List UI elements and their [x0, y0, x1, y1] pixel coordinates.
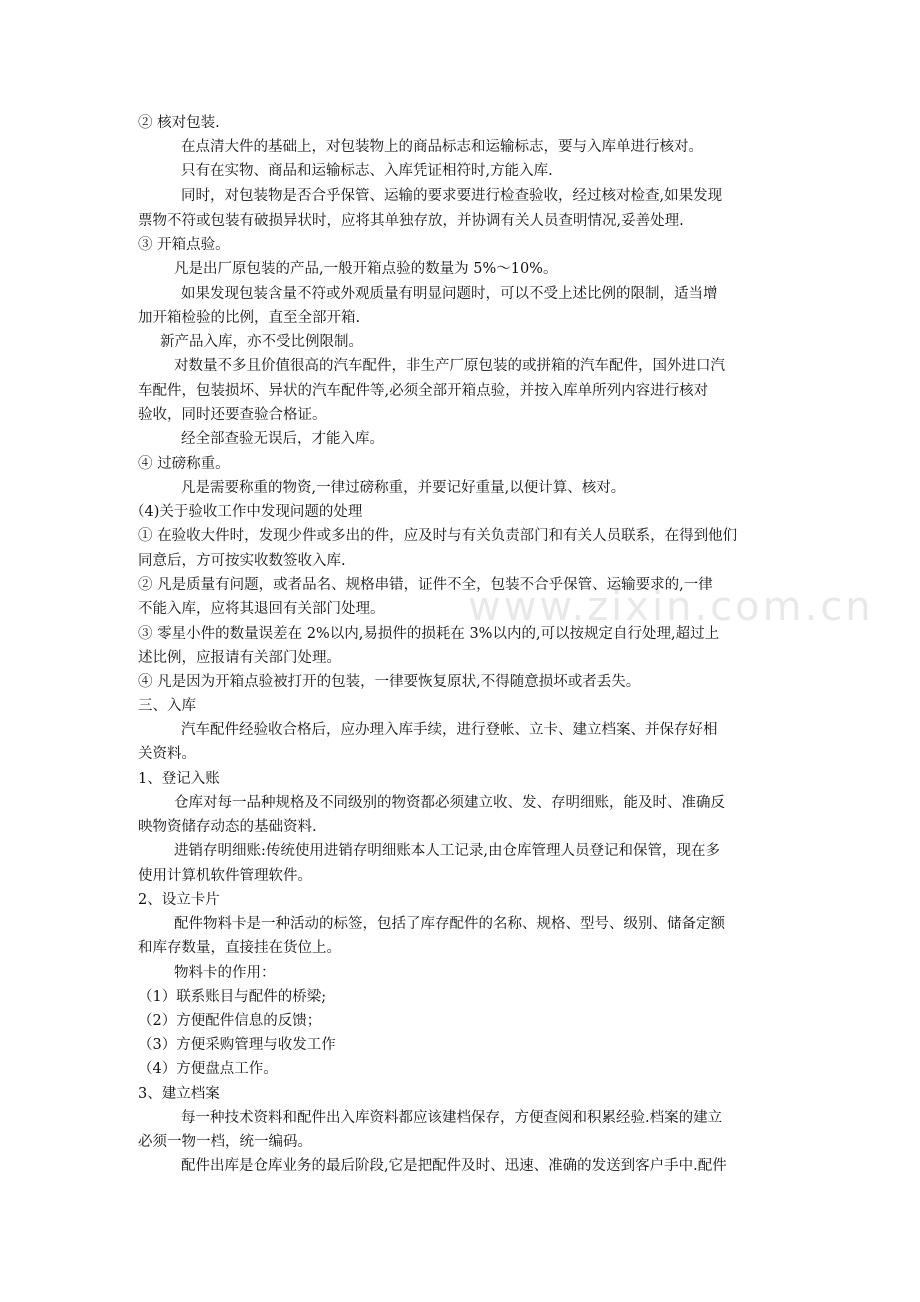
text-line: ③ 零星小件的数量误差在 2%以内,易损件的损耗在 3%以内的,可以按规定自行处理,超过上 — [138, 626, 720, 642]
list-item: （3）方便采购管理与收发工作 — [138, 1037, 336, 1053]
text-line: 对数量不多且价值很高的汽车配件，非生产厂原包装的或拼箱的汽车配件，国外进口汽 — [174, 358, 725, 374]
text-line: 在点清大件的基础上，对包装物上的商品标志和运输标志，要与入库单进行核对。 — [181, 139, 703, 155]
section-heading: （4)关于验收工作中发现问题的处理 — [130, 504, 363, 520]
section-heading: 三、入库 — [138, 698, 196, 714]
text-line: 只有在实物、商品和运输标志、入库凭证相符时,方能入库. — [181, 163, 553, 179]
text-line: 和库存数量，直接挂在货位上。 — [138, 940, 341, 956]
text-line: 映物资储存动态的基础资料. — [138, 819, 317, 835]
text-line: 凡是需要称重的物资,一律过磅称重，并要记好重量,以便计算、核对。 — [181, 480, 626, 496]
section-heading: 3、建立档案 — [138, 1086, 220, 1102]
section-heading: 2、设立卡片 — [138, 892, 220, 908]
section-heading: 1、登记入账 — [138, 771, 220, 787]
text-line: 凡是出厂原包装的产品,一般开箱点验的数量为 5%～10%。 — [174, 261, 558, 277]
text-line: 关资料。 — [138, 746, 196, 762]
text-line: 进销存明细账:传统使用进销存明细账本人工记录,由仓库管理人员登记和保管，现在多 — [174, 843, 720, 859]
text-line: 述比例，应报请有关部门处理。 — [138, 650, 341, 666]
text-line: ② 核对包装. — [138, 115, 220, 131]
text-line: 使用计算机软件管理软件。 — [138, 868, 312, 884]
text-line: ④ 过磅称重。 — [138, 456, 230, 472]
text-line: 物料卡的作用： — [174, 965, 276, 981]
text-line: 汽车配件经验收合格后，应办理入库手续，进行登帐、立卡、建立档案、并保存好相 — [181, 722, 718, 738]
list-item: （2）方便配件信息的反馈； — [138, 1013, 322, 1029]
text-line: 经全部查验无误后，才能入库。 — [181, 431, 384, 447]
text-line: ③ 开箱点验。 — [138, 237, 230, 253]
text-line: 不能入库，应将其退回有关部门处理。 — [138, 601, 385, 617]
text-line: 车配件，包装损坏、异状的汽车配件等,必须全部开箱点验，并按入库单所列内容进行核对 — [138, 383, 709, 399]
text-line: 配件出库是仓库业务的最后阶段,它是把配件及时、迅速、准确的发送到客户手中.配件 — [181, 1158, 727, 1174]
watermark: www.zixin.com.cn — [468, 584, 874, 630]
text-line: 新产品入库，亦不受比例限制。 — [160, 334, 363, 350]
text-line: 每一种技术资料和配件出入库资料都应该建档保存，方便查阅和积累经验.档案的建立 — [181, 1110, 723, 1126]
text-line: 配件物料卡是一种活动的标签，包括了库存配件的名称、规格、型号、级别、储备定额 — [174, 916, 725, 932]
list-item: （1）联系账目与配件的桥梁; — [138, 989, 327, 1005]
text-line: 同意后，方可按实收数签收入库. — [138, 553, 346, 569]
text-line: 票物不符或包装有破损异状时，应将其单独存放，并协调有关人员查明情况,妥善处理. — [138, 213, 684, 229]
text-line: 加开箱检验的比例，直至全部开箱. — [138, 310, 361, 326]
text-line: 如果发现包装含量不符或外观质量有明显问题时，可以不受上述比例的限制，适当增 — [181, 286, 718, 302]
text-line: ① 在验收大件时，发现少件或多出的件，应及时与有关负责部门和有关人员联系，在得到他们 — [138, 528, 738, 544]
text-line: 验收，同时还要查验合格证。 — [138, 407, 327, 423]
text-line: 同时，对包装物是否合乎保管、运输的要求要进行检查验收，经过核对检查,如果发现 — [181, 188, 723, 204]
text-line: 必须一物一档，统一编码。 — [138, 1134, 312, 1150]
list-item: （4）方便盘点工作。 — [138, 1061, 278, 1077]
text-line: 仓库对每一品种规格及不同级别的物资都必须建立收、发、存明细账，能及时、准确反 — [174, 795, 725, 811]
text-line: ④ 凡是因为开箱点验被打开的包装，一律要恢复原状,不得随意损坏或者丢失。 — [138, 674, 641, 690]
text-line: ② 凡是质量有问题，或者品名、规格串错，证件不全，包装不合乎保管、运输要求的,一律 — [138, 577, 713, 593]
